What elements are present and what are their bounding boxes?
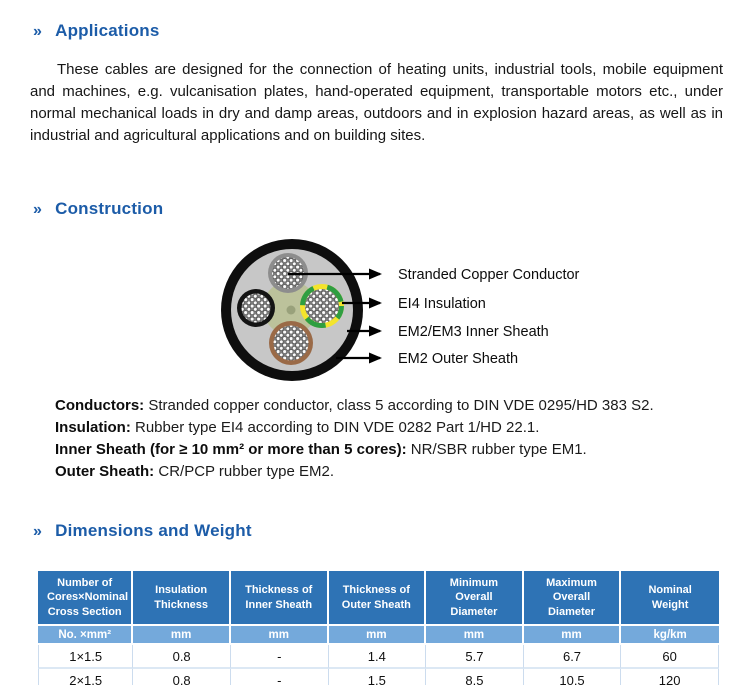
construction-specs <box>55 395 725 483</box>
table-header-row <box>38 571 719 626</box>
table-unit-row <box>38 626 719 645</box>
table-cell: 60 <box>621 645 719 669</box>
diagram-label: EI4 Insulation <box>398 296 486 312</box>
column-header: Maximum Overall Diameter <box>524 571 622 626</box>
cable-core-black <box>237 289 275 327</box>
spec-label: Outer Sheath: <box>55 463 155 480</box>
column-header: Thickness of Inner Sheath <box>231 571 329 626</box>
column-unit: mm <box>524 626 622 645</box>
spec-label: Insulation: <box>55 419 131 436</box>
spec-text: Stranded copper conductor, class 5 according to DIN VDE 0295/HD 383 S2. <box>144 397 654 414</box>
cable-cross-section-diagram <box>0 236 750 396</box>
table-cell: - <box>231 669 329 685</box>
column-unit: No. ×mm² <box>38 626 133 645</box>
cable-core-brown <box>269 321 313 365</box>
spec-label: Inner Sheath (for ≥ 10 mm² or more than 5 cores): <box>55 441 407 458</box>
table-row <box>38 669 719 685</box>
spec-text: Rubber type EI4 according to DIN VDE 0282 Part 1/HD 22.1. <box>130 419 540 436</box>
chevron-icon: » <box>33 523 43 540</box>
table-cell: 0.8 <box>133 645 231 669</box>
table-cell: 0.8 <box>133 669 231 685</box>
spec-text: CR/PCP rubber type EM2. <box>154 463 334 480</box>
column-header: Number of Cores×Nominal Cross Section <box>38 571 133 626</box>
table-cell: 8.5 <box>426 669 524 685</box>
column-header: Minimum Overall Diameter <box>426 571 524 626</box>
construction-spec-line <box>55 461 725 483</box>
dimensions-heading <box>33 521 252 541</box>
table-cell: 10.5 <box>524 669 622 685</box>
table-cell: 6.7 <box>524 645 622 669</box>
column-unit: mm <box>133 626 231 645</box>
diagram-label: Stranded Copper Conductor <box>398 267 580 283</box>
construction-heading <box>33 199 163 219</box>
table-cell: 1×1.5 <box>38 645 133 669</box>
construction-heading-label: Construction <box>55 199 164 218</box>
column-unit: kg/km <box>621 626 719 645</box>
table-cell: 1.5 <box>329 669 427 685</box>
column-header: Insulation Thickness <box>133 571 231 626</box>
construction-spec-line <box>55 417 725 439</box>
applications-heading-label: Applications <box>55 21 160 40</box>
table-row <box>38 645 719 669</box>
column-unit: mm <box>231 626 329 645</box>
construction-spec-line <box>55 439 725 461</box>
spec-label: Conductors: <box>55 397 145 414</box>
table-cell: 5.7 <box>426 645 524 669</box>
chevron-icon: » <box>33 23 43 40</box>
filler-center-dot <box>287 306 296 315</box>
diagram-label: EM2/EM3 Inner Sheath <box>398 324 549 340</box>
column-unit: mm <box>329 626 427 645</box>
spec-text: NR/SBR rubber type EM1. <box>406 441 587 458</box>
construction-spec-line <box>55 395 725 417</box>
dimensions-table <box>38 571 719 685</box>
dimensions-heading-label: Dimensions and Weight <box>55 521 252 540</box>
column-header: Nominal Weight <box>621 571 719 626</box>
column-header: Thickness of Outer Sheath <box>329 571 427 626</box>
table-cell: 120 <box>621 669 719 685</box>
table-cell: - <box>231 645 329 669</box>
dimensions-table-wrapper <box>38 571 719 685</box>
table-cell: 1.4 <box>329 645 427 669</box>
chevron-icon: » <box>33 201 43 218</box>
diagram-label: EM2 Outer Sheath <box>398 351 519 367</box>
table-cell: 2×1.5 <box>38 669 133 685</box>
cable-core-earth <box>300 284 344 328</box>
applications-heading <box>33 21 160 41</box>
applications-paragraph: These cables are designed for the connection of heating units, industrial tools, mobile equipment and machines, e.g. vulcanisation plates, hand-operated equipment, transportable motors etc., under normal mechanical loads in dry and damp areas, outdoors and in explosion hazard areas, as well as in industrial and agricultural applications and on building sites. <box>30 61 723 144</box>
column-unit: mm <box>426 626 524 645</box>
